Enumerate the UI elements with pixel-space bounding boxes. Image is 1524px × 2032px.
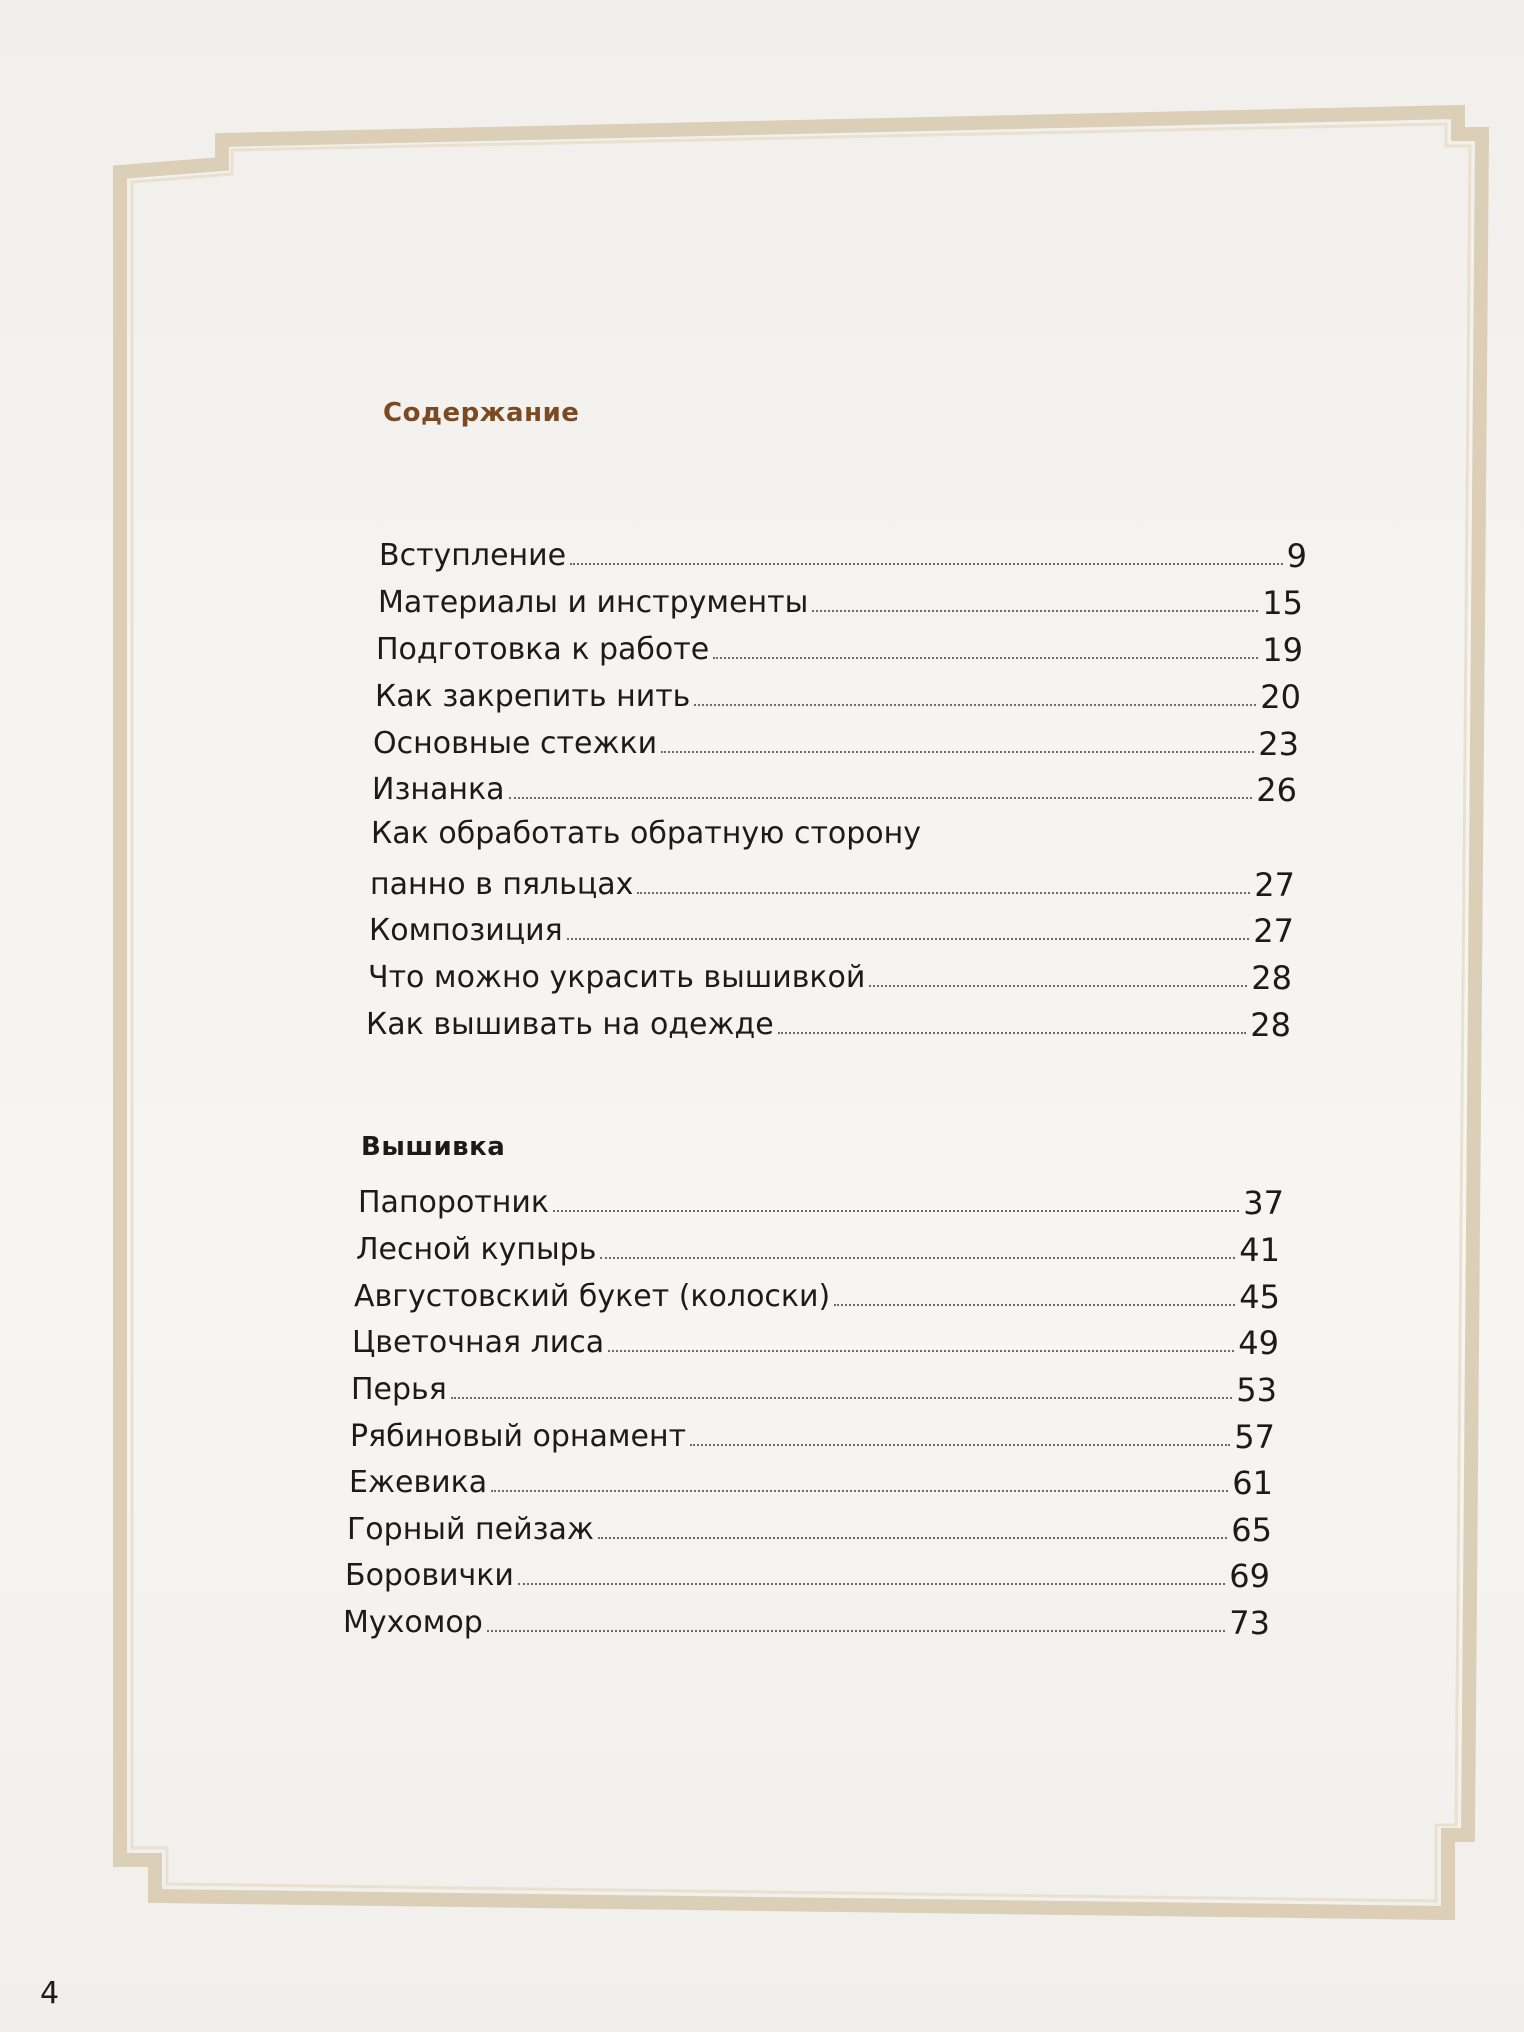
dot-leader — [509, 797, 1253, 799]
dot-leader — [778, 1032, 1247, 1034]
dot-leader — [869, 985, 1247, 987]
toc-item-title: Как закрепить нить — [375, 679, 691, 714]
dot-leader — [491, 1490, 1228, 1492]
toc-item-page: 49 — [1238, 1324, 1279, 1362]
dot-leader — [451, 1397, 1232, 1399]
toc-item-page: 15 — [1262, 584, 1303, 622]
toc-item — [351, 1372, 1277, 1408]
toc-item-title: Цветочная лиса — [352, 1325, 605, 1360]
toc-item — [352, 1325, 1279, 1361]
toc-item-page: 45 — [1239, 1278, 1280, 1316]
toc-item-page: 57 — [1234, 1418, 1275, 1456]
toc-item — [347, 1512, 1272, 1548]
toc-item-page: 41 — [1239, 1231, 1280, 1269]
dot-leader — [637, 892, 1250, 894]
toc-item-page: 28 — [1251, 959, 1292, 997]
toc-item — [345, 1558, 1270, 1594]
dot-leader — [600, 1257, 1235, 1259]
toc-item — [375, 679, 1301, 715]
toc-item-page: 27 — [1253, 912, 1294, 950]
toc-item-page: 26 — [1256, 771, 1297, 809]
toc-item — [370, 867, 1295, 903]
toc-item-title: Как вышивать на одежде — [366, 1007, 774, 1042]
toc-item — [358, 1185, 1284, 1221]
toc-item-page: 61 — [1232, 1464, 1273, 1502]
toc-item-title: Перья — [351, 1372, 447, 1407]
toc-item-title: панно в пяльцах — [370, 867, 634, 902]
toc-item-page: 73 — [1229, 1604, 1270, 1642]
toc-item-title: Изнанка — [372, 772, 505, 807]
toc-item-title: Папоротник — [358, 1185, 550, 1220]
dot-leader — [812, 610, 1258, 612]
toc-item — [369, 913, 1294, 949]
toc-item-title: Горный пейзаж — [347, 1512, 594, 1547]
dot-leader — [518, 1583, 1225, 1585]
toc-item — [368, 960, 1292, 996]
toc-item-page: 23 — [1258, 725, 1299, 763]
dot-leader — [690, 1444, 1230, 1446]
toc-item — [366, 1007, 1291, 1043]
dot-leader — [661, 751, 1254, 753]
toc-item-title: Ежевика — [349, 1465, 488, 1500]
toc-item-title: Боровички — [345, 1558, 514, 1593]
toc-item-page: 37 — [1243, 1184, 1284, 1222]
toc-item-title-line1: Как обработать обратную сторону — [371, 816, 922, 851]
toc-item-page: 9 — [1286, 537, 1307, 575]
toc-item — [376, 632, 1303, 668]
toc-item-title: Мухомор — [343, 1605, 483, 1640]
toc-item-title: Что можно украсить вышивкой — [368, 960, 866, 995]
toc-item — [373, 726, 1299, 762]
toc-item-page: 20 — [1260, 678, 1301, 716]
toc-item-title: Вступление — [379, 538, 567, 573]
toc-item — [354, 1279, 1280, 1315]
toc-item-title: Материалы и инструменты — [378, 585, 809, 620]
dot-leader — [694, 704, 1256, 706]
toc-item-page: 28 — [1250, 1006, 1291, 1044]
dot-leader — [713, 657, 1258, 659]
toc-item-page: 27 — [1254, 866, 1295, 904]
dot-leader — [834, 1304, 1235, 1306]
toc-item-page: 69 — [1229, 1557, 1270, 1595]
dot-leader — [570, 563, 1283, 565]
toc-item — [379, 538, 1307, 574]
dot-leader — [487, 1630, 1226, 1632]
toc-item-title: Основные стежки — [373, 726, 658, 761]
dot-leader — [608, 1350, 1234, 1352]
toc-item-title: Композиция — [369, 913, 563, 948]
toc-item — [350, 1419, 1275, 1455]
toc-item — [356, 1232, 1280, 1268]
toc-item — [372, 772, 1297, 808]
toc-item — [343, 1605, 1270, 1641]
toc-item-page: 19 — [1262, 631, 1303, 669]
toc-item-page: 65 — [1231, 1511, 1272, 1549]
page-number: 4 — [40, 1976, 60, 2011]
contents-heading: Содержание — [383, 398, 580, 428]
dot-leader — [598, 1537, 1227, 1539]
toc-item-title: Подготовка к работе — [376, 632, 710, 667]
toc-item-page: 53 — [1236, 1371, 1277, 1409]
toc-item — [378, 585, 1303, 621]
toc-item-title: Рябиновый орнамент — [350, 1419, 687, 1454]
toc-item-title: Лесной купырь — [356, 1232, 597, 1267]
toc-item-title: Августовский букет (колоски) — [354, 1279, 831, 1314]
dot-leader — [553, 1210, 1239, 1212]
embroidery-heading: Вышивка — [361, 1132, 506, 1162]
dot-leader — [567, 938, 1250, 940]
toc-item — [349, 1465, 1273, 1501]
